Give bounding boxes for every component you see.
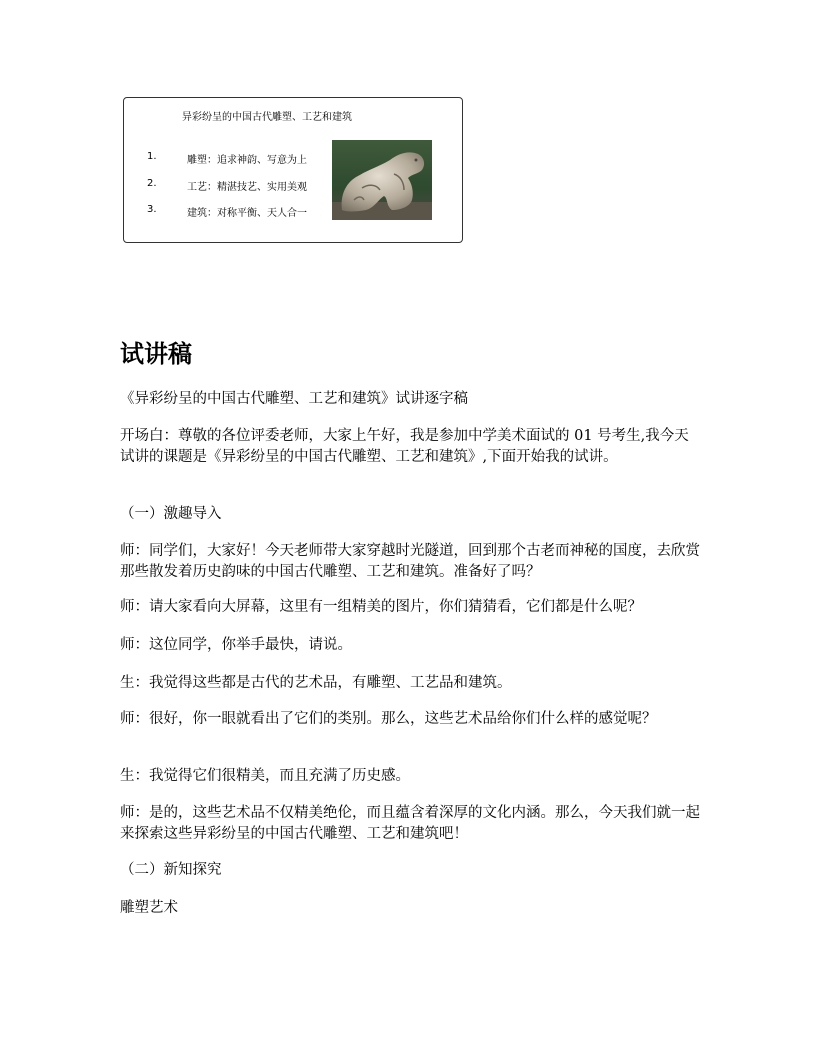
paragraph: （一）激趣导入	[120, 506, 222, 522]
paragraph: 师：很好，你一眼就看出了它们的类别。那么，这些艺术品给你们什么样的感觉呢？	[120, 711, 657, 727]
paragraph: 生：我觉得这些都是古代的艺术品，有雕塑、工艺品和建筑。	[120, 675, 512, 691]
slide-title: 异彩纷呈的中国古代雕塑、工艺和建筑	[182, 112, 352, 123]
paragraph: 生：我觉得它们很精美，而且充满了历史感。	[120, 768, 410, 784]
paragraph: 师：同学们，大家好！今天老师带大家穿越时光隧道，回到那个古老而神秘的国度，去欣赏那些散发着历史韵味的中国古代雕塑、工艺和建筑。准备好了吗？	[120, 543, 700, 580]
slide-item-number: 3.	[147, 204, 157, 215]
paragraph: 《异彩纷呈的中国古代雕塑、工艺和建筑》试讲逐字稿	[120, 391, 468, 407]
slide-thumbnail	[123, 97, 463, 243]
slide-item-number: 1.	[147, 151, 157, 162]
paragraph: （二）新知探究	[120, 862, 222, 878]
paragraph: 师：是的，这些艺术品不仅精美绝伦，而且蕴含着深厚的文化内涵。那么，今天我们就一起来探索这些异彩纷呈的中国古代雕塑、工艺和建筑吧！	[120, 805, 700, 842]
paragraph: 雕塑艺术	[120, 900, 178, 916]
paragraph: 开场白：尊敬的各位评委老师，大家上午好，我是参加中学美术面试的 01 号考生,我今天试讲的课题是《异彩纷呈的中国古代雕塑、工艺和建筑》,下面开始我的试讲。	[120, 428, 689, 465]
stone-animal-sculpture-photo	[332, 140, 432, 220]
page-heading: 试讲稿	[120, 340, 192, 368]
slide-item-text: 工艺：精湛技艺、实用美观	[187, 182, 307, 193]
paragraph: 师：请大家看向大屏幕，这里有一组精美的图片，你们猜猜看，它们都是什么呢？	[120, 599, 642, 615]
slide-item-text: 雕塑：追求神韵、写意为上	[187, 155, 307, 166]
slide-item-number: 2.	[147, 178, 157, 189]
slide-item-text: 建筑：对称平衡、天人合一	[187, 208, 307, 219]
paragraph: 师：这位同学，你举手最快，请说。	[120, 637, 352, 653]
